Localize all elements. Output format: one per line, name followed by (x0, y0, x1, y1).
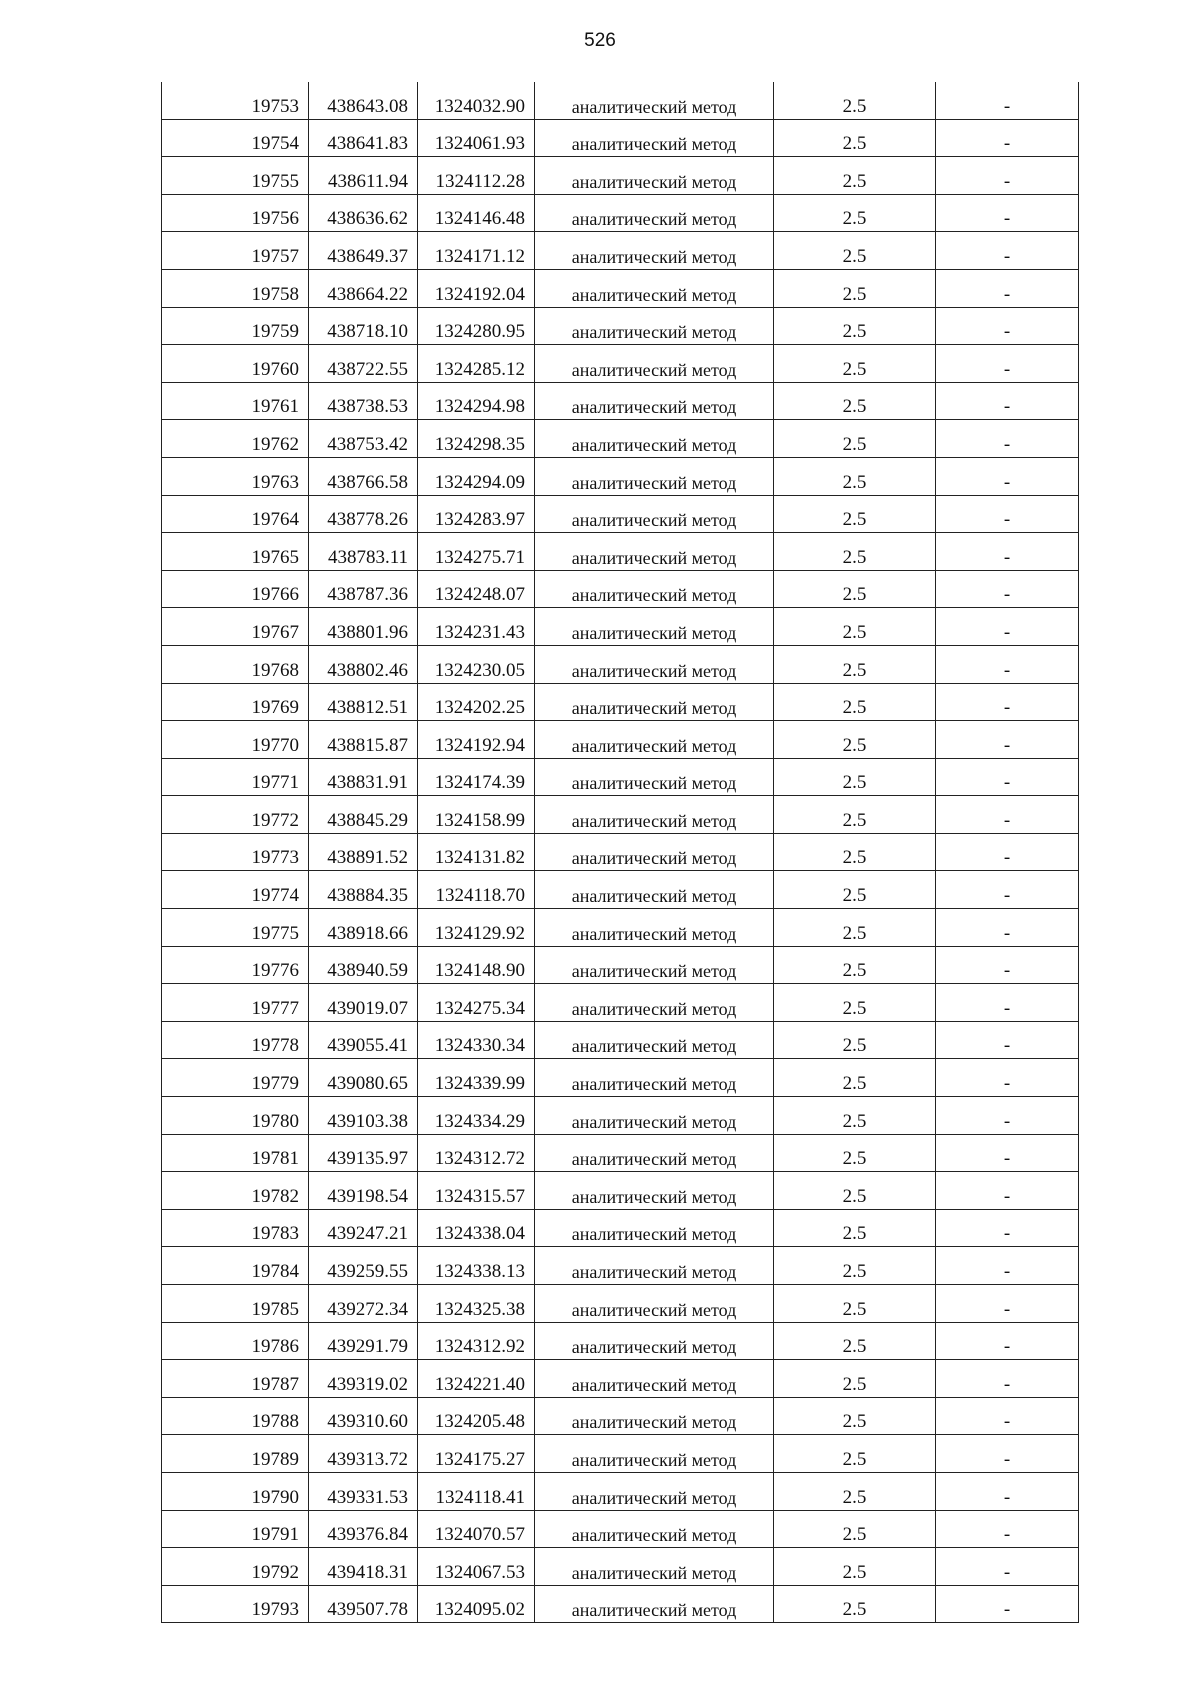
accuracy-cell: 2.5 (774, 420, 936, 458)
x-coordinate-cell: 438845.29 (309, 796, 418, 834)
y-coordinate-cell: 1324230.05 (418, 645, 535, 683)
note-cell: - (936, 382, 1079, 420)
accuracy-cell: 2.5 (774, 1585, 936, 1623)
table-row (162, 570, 1079, 608)
table-row (162, 1097, 1079, 1135)
table-row (162, 758, 1079, 796)
x-coordinate-cell: 438649.37 (309, 232, 418, 270)
x-coordinate-cell: 439198.54 (309, 1172, 418, 1210)
x-coordinate-cell: 438787.36 (309, 570, 418, 608)
y-coordinate-cell: 1324338.13 (418, 1247, 535, 1285)
method-cell: аналитический метод (535, 1510, 774, 1548)
note-cell: - (936, 871, 1079, 909)
point-number-cell: 19770 (162, 721, 309, 759)
accuracy-cell: 2.5 (774, 1247, 936, 1285)
method-cell: аналитический метод (535, 984, 774, 1022)
x-coordinate-cell: 438801.96 (309, 608, 418, 646)
point-number-cell: 19769 (162, 683, 309, 721)
y-coordinate-cell: 1324294.98 (418, 382, 535, 420)
note-cell: - (936, 1209, 1079, 1247)
accuracy-cell: 2.5 (774, 909, 936, 947)
note-cell: - (936, 1247, 1079, 1285)
note-cell: - (936, 533, 1079, 571)
table-row (162, 1322, 1079, 1360)
point-number-cell: 19767 (162, 608, 309, 646)
y-coordinate-cell: 1324231.43 (418, 608, 535, 646)
accuracy-cell: 2.5 (774, 194, 936, 232)
note-cell: - (936, 82, 1079, 119)
x-coordinate-cell: 439310.60 (309, 1397, 418, 1435)
y-coordinate-cell: 1324221.40 (418, 1360, 535, 1398)
method-cell: аналитический метод (535, 457, 774, 495)
note-cell: - (936, 796, 1079, 834)
method-cell: аналитический метод (535, 420, 774, 458)
accuracy-cell: 2.5 (774, 1172, 936, 1210)
x-coordinate-cell: 438802.46 (309, 645, 418, 683)
point-number-cell: 19773 (162, 833, 309, 871)
table-row (162, 533, 1079, 571)
y-coordinate-cell: 1324061.93 (418, 119, 535, 157)
x-coordinate-cell: 439272.34 (309, 1285, 418, 1323)
accuracy-cell: 2.5 (774, 871, 936, 909)
point-number-cell: 19766 (162, 570, 309, 608)
method-cell: аналитический метод (535, 1097, 774, 1135)
y-coordinate-cell: 1324158.99 (418, 796, 535, 834)
y-coordinate-cell: 1324248.07 (418, 570, 535, 608)
point-number-cell: 19787 (162, 1360, 309, 1398)
point-number-cell: 19774 (162, 871, 309, 909)
x-coordinate-cell: 438766.58 (309, 457, 418, 495)
accuracy-cell: 2.5 (774, 495, 936, 533)
table-row (162, 1510, 1079, 1548)
x-coordinate-cell: 438664.22 (309, 269, 418, 307)
note-cell: - (936, 1585, 1079, 1623)
y-coordinate-cell: 1324131.82 (418, 833, 535, 871)
x-coordinate-cell: 438722.55 (309, 345, 418, 383)
table-row (162, 1548, 1079, 1586)
accuracy-cell: 2.5 (774, 984, 936, 1022)
note-cell: - (936, 1172, 1079, 1210)
point-number-cell: 19786 (162, 1322, 309, 1360)
y-coordinate-cell: 1324298.35 (418, 420, 535, 458)
method-cell: аналитический метод (535, 1285, 774, 1323)
point-number-cell: 19772 (162, 796, 309, 834)
table-row (162, 1247, 1079, 1285)
accuracy-cell: 2.5 (774, 1397, 936, 1435)
note-cell: - (936, 721, 1079, 759)
y-coordinate-cell: 1324283.97 (418, 495, 535, 533)
x-coordinate-cell: 438636.62 (309, 194, 418, 232)
y-coordinate-cell: 1324032.90 (418, 82, 535, 119)
x-coordinate-cell: 439080.65 (309, 1059, 418, 1097)
x-coordinate-cell: 439055.41 (309, 1021, 418, 1059)
x-coordinate-cell: 439331.53 (309, 1472, 418, 1510)
table-row (162, 1285, 1079, 1323)
note-cell: - (936, 683, 1079, 721)
method-cell: аналитический метод (535, 495, 774, 533)
method-cell: аналитический метод (535, 119, 774, 157)
method-cell: аналитический метод (535, 82, 774, 119)
table-row (162, 420, 1079, 458)
point-number-cell: 19779 (162, 1059, 309, 1097)
point-number-cell: 19756 (162, 194, 309, 232)
point-number-cell: 19765 (162, 533, 309, 571)
accuracy-cell: 2.5 (774, 683, 936, 721)
method-cell: аналитический метод (535, 1435, 774, 1473)
table-row (162, 1472, 1079, 1510)
note-cell: - (936, 1397, 1079, 1435)
point-number-cell: 19776 (162, 946, 309, 984)
point-number-cell: 19778 (162, 1021, 309, 1059)
method-cell: аналитический метод (535, 909, 774, 947)
point-number-cell: 19792 (162, 1548, 309, 1586)
method-cell: аналитический метод (535, 1247, 774, 1285)
note-cell: - (936, 420, 1079, 458)
table-row (162, 382, 1079, 420)
method-cell: аналитический метод (535, 345, 774, 383)
method-cell: аналитический метод (535, 758, 774, 796)
x-coordinate-cell: 439247.21 (309, 1209, 418, 1247)
note-cell: - (936, 1059, 1079, 1097)
y-coordinate-cell: 1324192.94 (418, 721, 535, 759)
table-row (162, 984, 1079, 1022)
note-cell: - (936, 1097, 1079, 1135)
x-coordinate-cell: 438940.59 (309, 946, 418, 984)
y-coordinate-cell: 1324171.12 (418, 232, 535, 270)
accuracy-cell: 2.5 (774, 307, 936, 345)
method-cell: аналитический метод (535, 833, 774, 871)
table-row (162, 608, 1079, 646)
x-coordinate-cell: 438643.08 (309, 82, 418, 119)
method-cell: аналитический метод (535, 645, 774, 683)
note-cell: - (936, 119, 1079, 157)
x-coordinate-cell: 438812.51 (309, 683, 418, 721)
accuracy-cell: 2.5 (774, 1097, 936, 1135)
table-row (162, 1059, 1079, 1097)
method-cell: аналитический метод (535, 1209, 774, 1247)
point-number-cell: 19760 (162, 345, 309, 383)
note-cell: - (936, 1548, 1079, 1586)
method-cell: аналитический метод (535, 232, 774, 270)
table-row (162, 645, 1079, 683)
x-coordinate-cell: 438783.11 (309, 533, 418, 571)
x-coordinate-cell: 439418.31 (309, 1548, 418, 1586)
x-coordinate-cell: 439507.78 (309, 1585, 418, 1623)
method-cell: аналитический метод (535, 608, 774, 646)
table-row (162, 1134, 1079, 1172)
point-number-cell: 19777 (162, 984, 309, 1022)
accuracy-cell: 2.5 (774, 570, 936, 608)
accuracy-cell: 2.5 (774, 1021, 936, 1059)
table-row (162, 946, 1079, 984)
point-number-cell: 19790 (162, 1472, 309, 1510)
table-row (162, 269, 1079, 307)
table-row (162, 345, 1079, 383)
method-cell: аналитический метод (535, 1585, 774, 1623)
method-cell: аналитический метод (535, 269, 774, 307)
accuracy-cell: 2.5 (774, 1510, 936, 1548)
y-coordinate-cell: 1324070.57 (418, 1510, 535, 1548)
x-coordinate-cell: 438891.52 (309, 833, 418, 871)
table-row (162, 119, 1079, 157)
accuracy-cell: 2.5 (774, 946, 936, 984)
y-coordinate-cell: 1324334.29 (418, 1097, 535, 1135)
x-coordinate-cell: 438738.53 (309, 382, 418, 420)
x-coordinate-cell: 438611.94 (309, 157, 418, 195)
accuracy-cell: 2.5 (774, 645, 936, 683)
point-number-cell: 19755 (162, 157, 309, 195)
point-number-cell: 19759 (162, 307, 309, 345)
method-cell: аналитический метод (535, 796, 774, 834)
x-coordinate-cell: 438778.26 (309, 495, 418, 533)
x-coordinate-cell: 439135.97 (309, 1134, 418, 1172)
point-number-cell: 19793 (162, 1585, 309, 1623)
method-cell: аналитический метод (535, 721, 774, 759)
point-number-cell: 19757 (162, 232, 309, 270)
point-number-cell: 19762 (162, 420, 309, 458)
method-cell: аналитический метод (535, 570, 774, 608)
point-number-cell: 19780 (162, 1097, 309, 1135)
point-number-cell: 19782 (162, 1172, 309, 1210)
note-cell: - (936, 345, 1079, 383)
note-cell: - (936, 232, 1079, 270)
accuracy-cell: 2.5 (774, 533, 936, 571)
table-row (162, 457, 1079, 495)
accuracy-cell: 2.5 (774, 721, 936, 759)
accuracy-cell: 2.5 (774, 1435, 936, 1473)
note-cell: - (936, 608, 1079, 646)
accuracy-cell: 2.5 (774, 1322, 936, 1360)
point-number-cell: 19754 (162, 119, 309, 157)
y-coordinate-cell: 1324294.09 (418, 457, 535, 495)
table-row (162, 721, 1079, 759)
note-cell: - (936, 1435, 1079, 1473)
table-row (162, 909, 1079, 947)
x-coordinate-cell: 439259.55 (309, 1247, 418, 1285)
coordinates-table-body (162, 82, 1079, 1623)
accuracy-cell: 2.5 (774, 1472, 936, 1510)
accuracy-cell: 2.5 (774, 833, 936, 871)
point-number-cell: 19761 (162, 382, 309, 420)
x-coordinate-cell: 438918.66 (309, 909, 418, 947)
y-coordinate-cell: 1324095.02 (418, 1585, 535, 1623)
y-coordinate-cell: 1324112.28 (418, 157, 535, 195)
table-row (162, 1209, 1079, 1247)
point-number-cell: 19775 (162, 909, 309, 947)
method-cell: аналитический метод (535, 194, 774, 232)
accuracy-cell: 2.5 (774, 232, 936, 270)
accuracy-cell: 2.5 (774, 1209, 936, 1247)
y-coordinate-cell: 1324174.39 (418, 758, 535, 796)
page-number: 526 (584, 30, 616, 51)
y-coordinate-cell: 1324192.04 (418, 269, 535, 307)
table-row (162, 495, 1079, 533)
y-coordinate-cell: 1324129.92 (418, 909, 535, 947)
table-row (162, 1397, 1079, 1435)
table-row (162, 833, 1079, 871)
point-number-cell: 19768 (162, 645, 309, 683)
method-cell: аналитический метод (535, 1172, 774, 1210)
x-coordinate-cell: 439376.84 (309, 1510, 418, 1548)
note-cell: - (936, 157, 1079, 195)
method-cell: аналитический метод (535, 157, 774, 195)
y-coordinate-cell: 1324175.27 (418, 1435, 535, 1473)
table-row (162, 82, 1079, 119)
note-cell: - (936, 1021, 1079, 1059)
method-cell: аналитический метод (535, 533, 774, 571)
table-row (162, 1585, 1079, 1623)
accuracy-cell: 2.5 (774, 269, 936, 307)
y-coordinate-cell: 1324315.57 (418, 1172, 535, 1210)
point-number-cell: 19763 (162, 457, 309, 495)
accuracy-cell: 2.5 (774, 82, 936, 119)
note-cell: - (936, 1322, 1079, 1360)
table-row (162, 232, 1079, 270)
note-cell: - (936, 833, 1079, 871)
accuracy-cell: 2.5 (774, 157, 936, 195)
method-cell: аналитический метод (535, 382, 774, 420)
point-number-cell: 19791 (162, 1510, 309, 1548)
y-coordinate-cell: 1324148.90 (418, 946, 535, 984)
x-coordinate-cell: 438641.83 (309, 119, 418, 157)
note-cell: - (936, 984, 1079, 1022)
y-coordinate-cell: 1324118.70 (418, 871, 535, 909)
point-number-cell: 19783 (162, 1209, 309, 1247)
method-cell: аналитический метод (535, 1021, 774, 1059)
y-coordinate-cell: 1324312.92 (418, 1322, 535, 1360)
coordinates-table (161, 82, 1079, 1623)
point-number-cell: 19789 (162, 1435, 309, 1473)
x-coordinate-cell: 438831.91 (309, 758, 418, 796)
table-row (162, 307, 1079, 345)
point-number-cell: 19758 (162, 269, 309, 307)
x-coordinate-cell: 438815.87 (309, 721, 418, 759)
y-coordinate-cell: 1324312.72 (418, 1134, 535, 1172)
y-coordinate-cell: 1324146.48 (418, 194, 535, 232)
accuracy-cell: 2.5 (774, 1548, 936, 1586)
table-row (162, 871, 1079, 909)
method-cell: аналитический метод (535, 1472, 774, 1510)
x-coordinate-cell: 438884.35 (309, 871, 418, 909)
y-coordinate-cell: 1324202.25 (418, 683, 535, 721)
point-number-cell: 19764 (162, 495, 309, 533)
note-cell: - (936, 1472, 1079, 1510)
method-cell: аналитический метод (535, 1134, 774, 1172)
table-row (162, 194, 1079, 232)
y-coordinate-cell: 1324325.38 (418, 1285, 535, 1323)
method-cell: аналитический метод (535, 1059, 774, 1097)
point-number-cell: 19784 (162, 1247, 309, 1285)
note-cell: - (936, 1285, 1079, 1323)
method-cell: аналитический метод (535, 871, 774, 909)
method-cell: аналитический метод (535, 1397, 774, 1435)
point-number-cell: 19785 (162, 1285, 309, 1323)
y-coordinate-cell: 1324067.53 (418, 1548, 535, 1586)
accuracy-cell: 2.5 (774, 1059, 936, 1097)
point-number-cell: 19781 (162, 1134, 309, 1172)
accuracy-cell: 2.5 (774, 758, 936, 796)
x-coordinate-cell: 439019.07 (309, 984, 418, 1022)
y-coordinate-cell: 1324338.04 (418, 1209, 535, 1247)
method-cell: аналитический метод (535, 1322, 774, 1360)
table-row (162, 1435, 1079, 1473)
method-cell: аналитический метод (535, 683, 774, 721)
table-row (162, 796, 1079, 834)
note-cell: - (936, 1510, 1079, 1548)
note-cell: - (936, 570, 1079, 608)
y-coordinate-cell: 1324275.34 (418, 984, 535, 1022)
x-coordinate-cell: 438718.10 (309, 307, 418, 345)
y-coordinate-cell: 1324205.48 (418, 1397, 535, 1435)
table-row (162, 1172, 1079, 1210)
note-cell: - (936, 1360, 1079, 1398)
y-coordinate-cell: 1324118.41 (418, 1472, 535, 1510)
method-cell: аналитический метод (535, 307, 774, 345)
y-coordinate-cell: 1324275.71 (418, 533, 535, 571)
table-row (162, 1021, 1079, 1059)
accuracy-cell: 2.5 (774, 1134, 936, 1172)
note-cell: - (936, 645, 1079, 683)
note-cell: - (936, 909, 1079, 947)
accuracy-cell: 2.5 (774, 1360, 936, 1398)
accuracy-cell: 2.5 (774, 796, 936, 834)
point-number-cell: 19788 (162, 1397, 309, 1435)
table-row (162, 157, 1079, 195)
y-coordinate-cell: 1324330.34 (418, 1021, 535, 1059)
note-cell: - (936, 269, 1079, 307)
accuracy-cell: 2.5 (774, 1285, 936, 1323)
note-cell: - (936, 495, 1079, 533)
accuracy-cell: 2.5 (774, 119, 936, 157)
x-coordinate-cell: 438753.42 (309, 420, 418, 458)
y-coordinate-cell: 1324280.95 (418, 307, 535, 345)
point-number-cell: 19753 (162, 82, 309, 119)
note-cell: - (936, 194, 1079, 232)
y-coordinate-cell: 1324339.99 (418, 1059, 535, 1097)
method-cell: аналитический метод (535, 946, 774, 984)
note-cell: - (936, 457, 1079, 495)
note-cell: - (936, 307, 1079, 345)
note-cell: - (936, 946, 1079, 984)
x-coordinate-cell: 439313.72 (309, 1435, 418, 1473)
x-coordinate-cell: 439103.38 (309, 1097, 418, 1135)
y-coordinate-cell: 1324285.12 (418, 345, 535, 383)
table-row (162, 683, 1079, 721)
note-cell: - (936, 1134, 1079, 1172)
note-cell: - (936, 758, 1079, 796)
table-row (162, 1360, 1079, 1398)
accuracy-cell: 2.5 (774, 382, 936, 420)
accuracy-cell: 2.5 (774, 608, 936, 646)
accuracy-cell: 2.5 (774, 457, 936, 495)
method-cell: аналитический метод (535, 1360, 774, 1398)
accuracy-cell: 2.5 (774, 345, 936, 383)
point-number-cell: 19771 (162, 758, 309, 796)
method-cell: аналитический метод (535, 1548, 774, 1586)
x-coordinate-cell: 439291.79 (309, 1322, 418, 1360)
x-coordinate-cell: 439319.02 (309, 1360, 418, 1398)
